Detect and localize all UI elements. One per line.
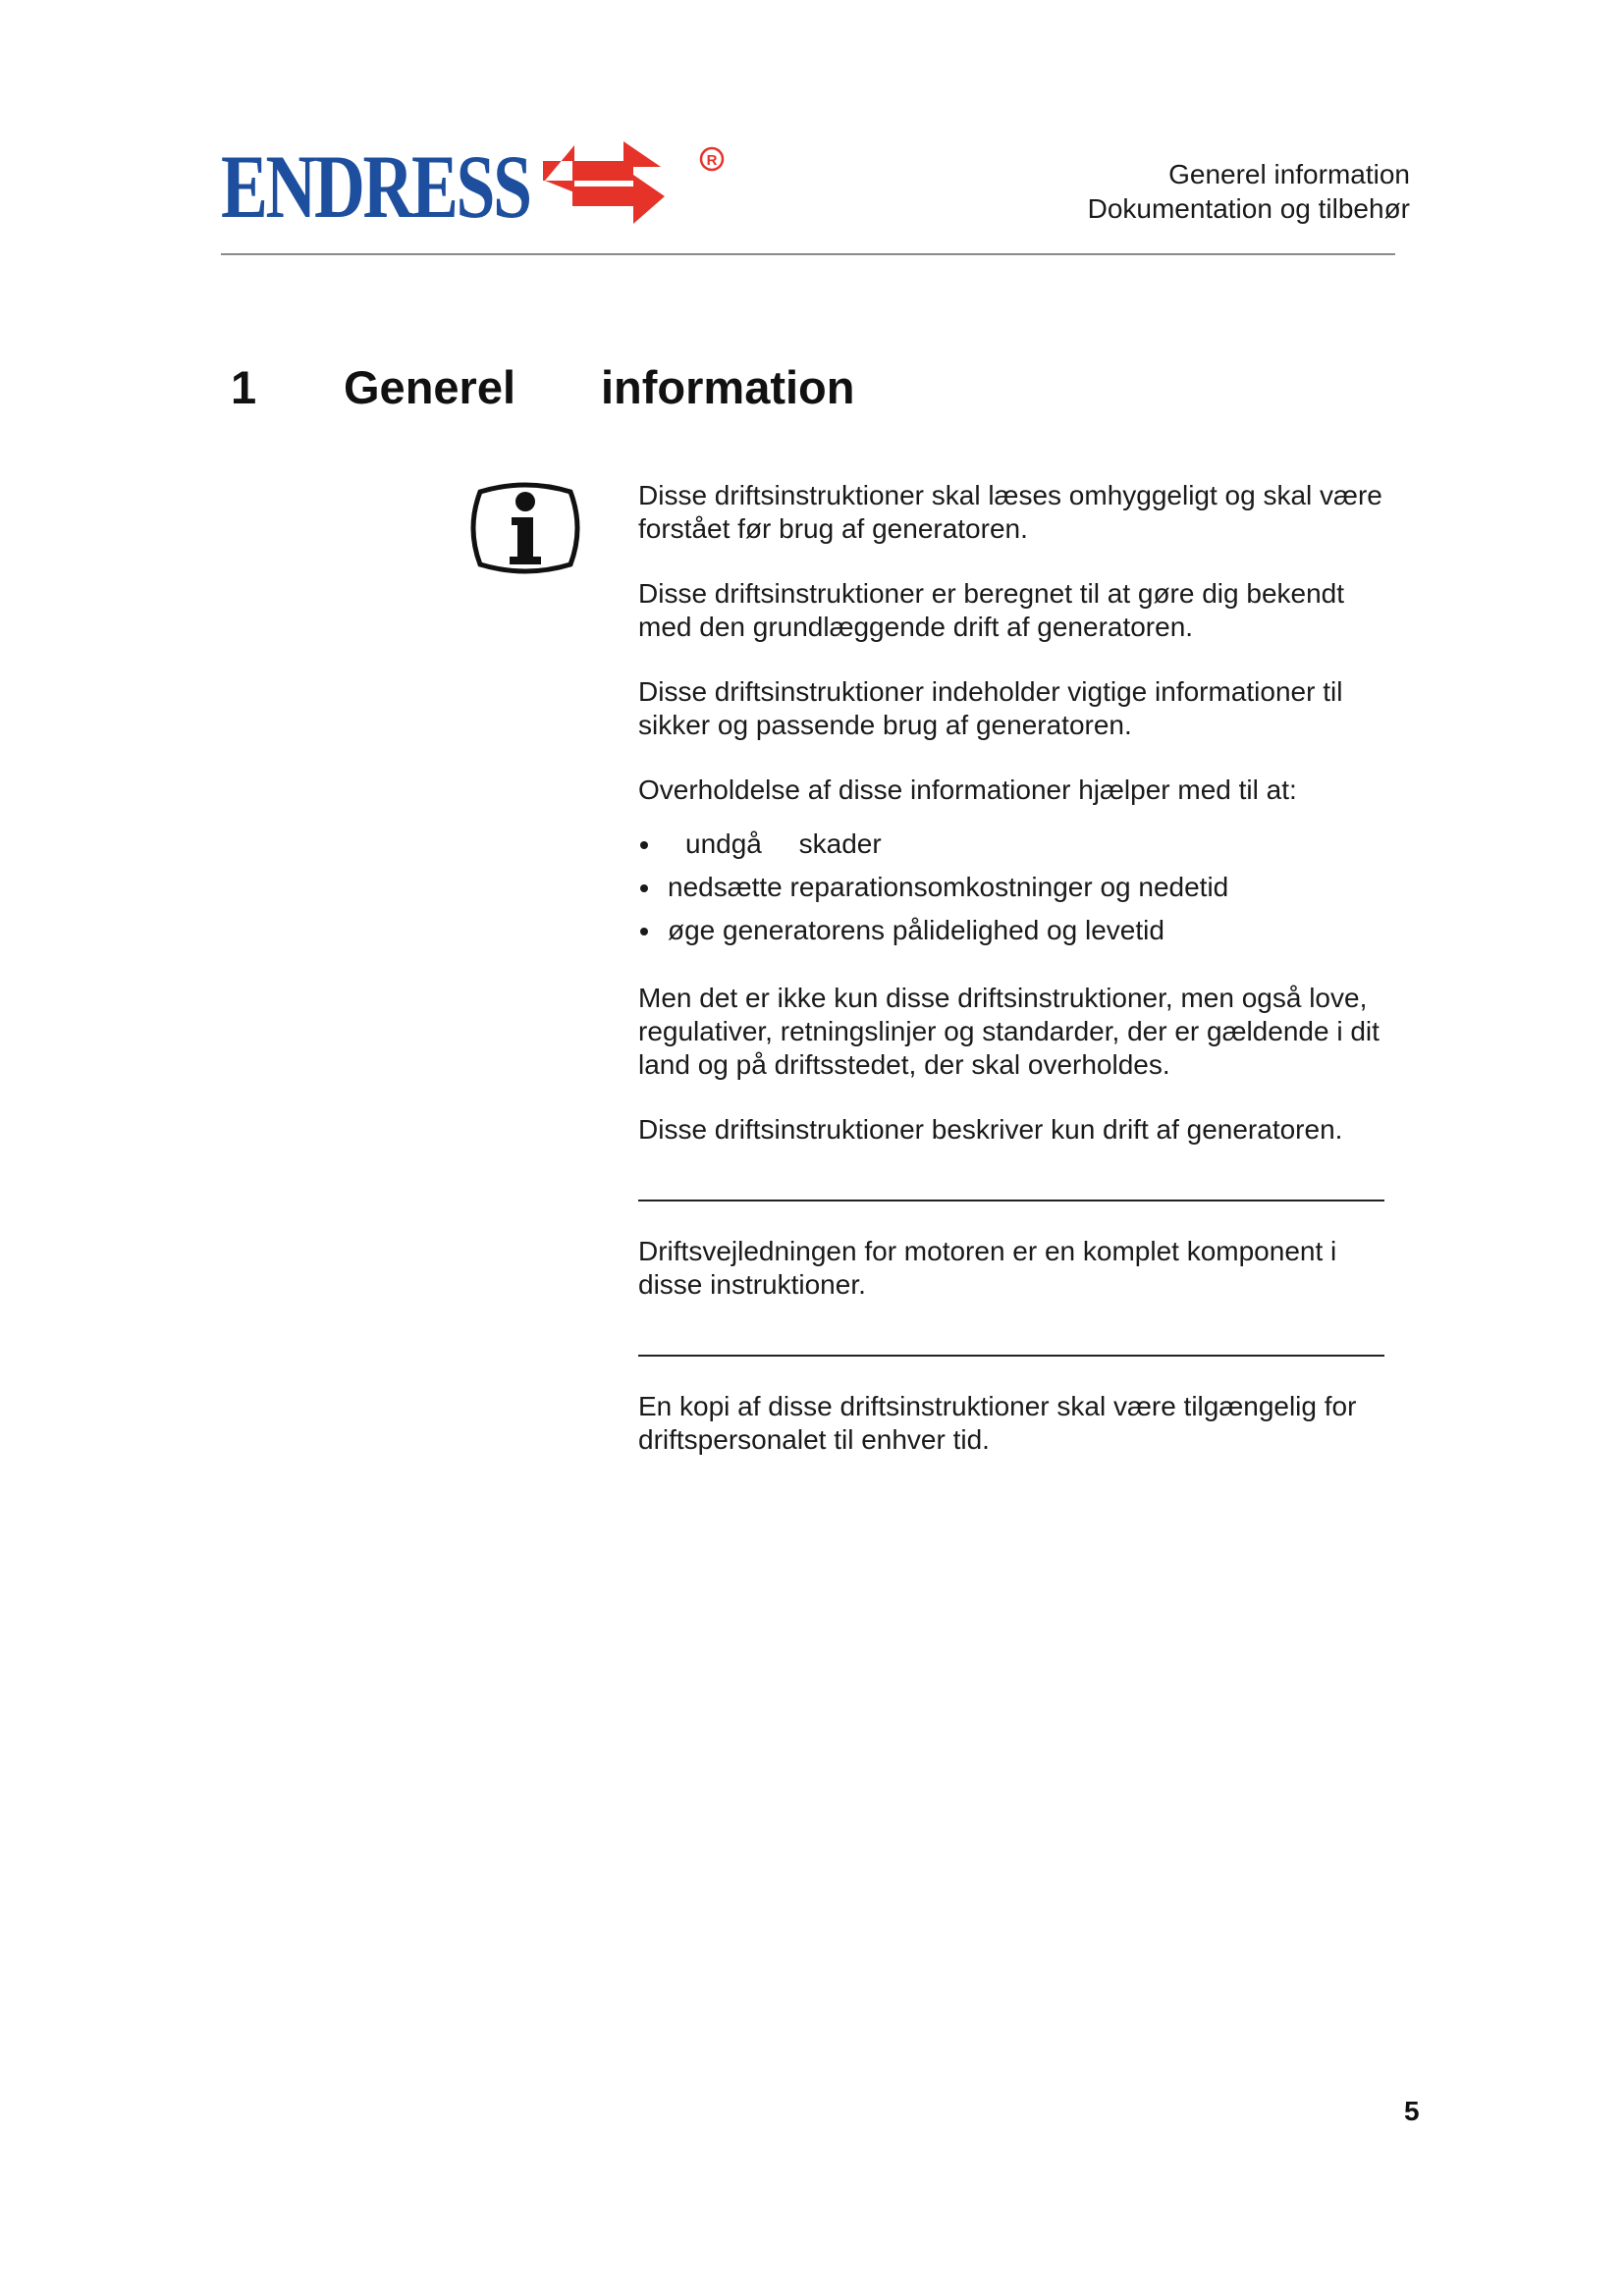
paragraph-important-info: Disse driftsinstruktioner indeholder vigtige informationer til sikker og passende brug af generatoren.: [638, 676, 1343, 740]
paragraph-engine-manual: Driftsvejledningen for motoren er en komplet komponent i disse instruktioner.: [638, 1236, 1337, 1300]
paragraph-copy-available: En kopi af disse driftsinstruktioner skal være tilgængelig for driftspersonalet til enhver tid.: [638, 1391, 1357, 1455]
running-header-line2: Dokumentation og tilbehør: [1087, 193, 1410, 224]
logo-wordmark: ENDRESS: [221, 136, 530, 237]
body-column: [638, 479, 1404, 1457]
header-divider: [221, 253, 1395, 255]
registered-letter: R: [706, 152, 718, 169]
paragraph-scope: Disse driftsinstruktioner beskriver kun drift af generatoren.: [638, 1114, 1343, 1145]
list-item: undgå skader: [638, 823, 1404, 866]
list-item: nedsætte reparationsomkostninger og nedetid: [638, 866, 1404, 909]
chapter-title-word2: information: [601, 361, 855, 413]
paragraph-laws-regulations: Men det er ikke kun disse driftsinstruktioner, men også love, regulativer, retningslinjer og standarder, der er gældende i dit land og på driftsstedet, der skal overholdes.: [638, 983, 1380, 1080]
chapter-title-word1: Generel: [344, 361, 516, 413]
separator-line: [638, 1200, 1384, 1201]
info-icon: [466, 478, 584, 578]
running-header: [1088, 157, 1410, 226]
paragraph-read-carefully: Disse driftsinstruktioner skal læses omhyggeligt og skal være forstået før brug af generatoren.: [638, 480, 1382, 544]
logo-arrow-head-top: [623, 141, 661, 167]
list-item: øge generatorens pålidelighed og levetid: [638, 909, 1404, 952]
page-number: 5: [1404, 2096, 1420, 2126]
benefits-list: [638, 823, 1404, 952]
paragraph-purpose: Disse driftsinstruktioner er beregnet til at gøre dig bekendt med den grundlæggende drift af generatoren.: [638, 578, 1345, 642]
logo-arrow-left-icon: [543, 145, 574, 192]
endress-logo: [221, 137, 741, 236]
separator-line: [638, 1355, 1384, 1357]
paragraph-compliance-intro: Overholdelse af disse informationer hjælper med til at:: [638, 774, 1297, 805]
logo-arrow-right-icon: [572, 175, 665, 224]
chapter-number: 1: [231, 361, 257, 413]
running-header-line1: Generel information: [1168, 159, 1410, 189]
